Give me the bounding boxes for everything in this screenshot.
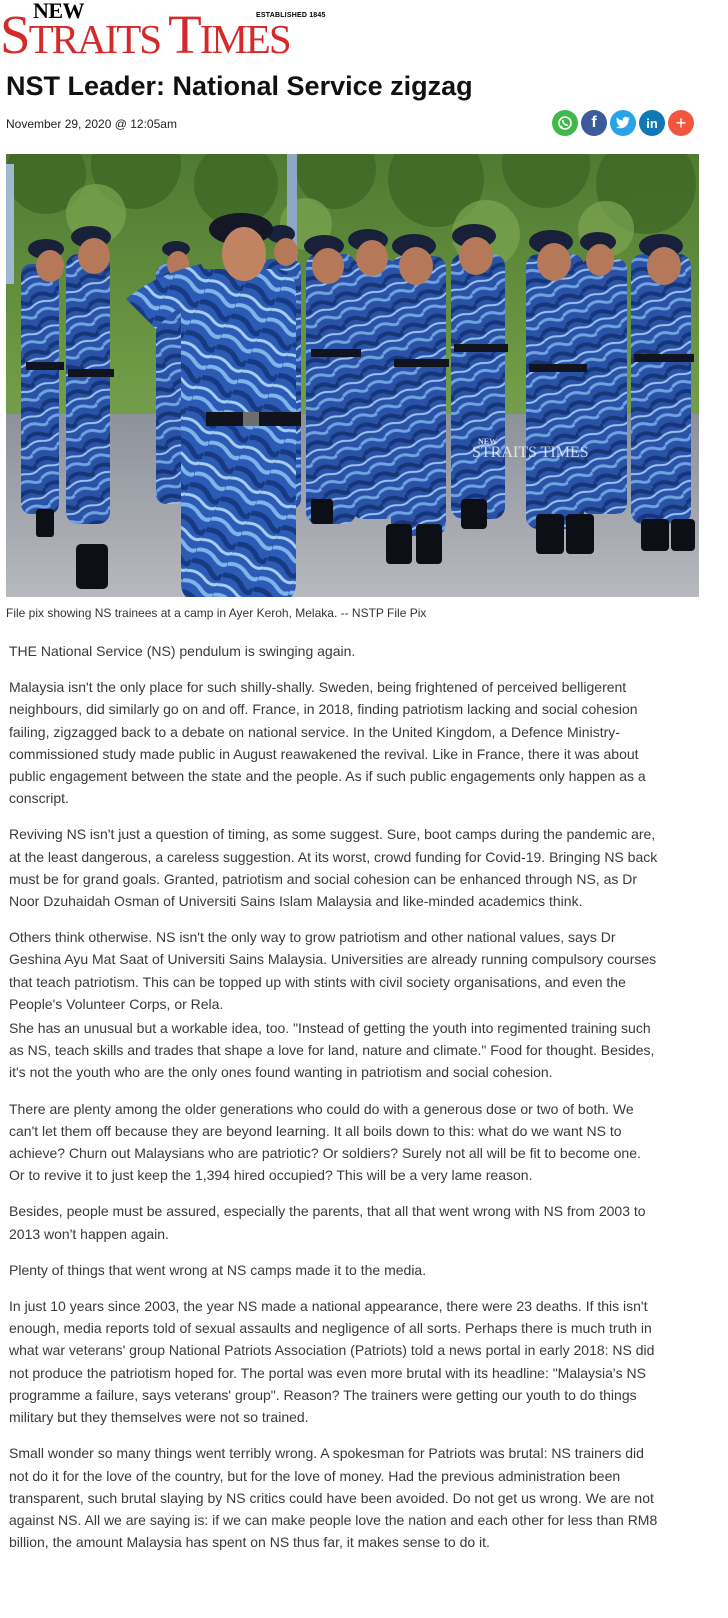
more-share-button[interactable] — [668, 110, 694, 136]
paragraph: Plenty of things that went wrong at NS camps made it to the media. — [9, 1261, 427, 1278]
paragraph: Small wonder so many things went terribly wrong. A spokesman for Patriots was brutal: NS trainers did not do it for the love of the country, but for the love of money. Had the previous administration been transparent, such brutal slaying by NS critics could have been avoided. Do not get us wrong. We are not against NS. All we are saying is: if we can make people love the nation and each other for less than RM8 billion, the amount Malaysia has spent on NS thus far, it makes sense to do it. — [9, 1445, 658, 1551]
svg-text:NEW: NEW — [478, 437, 498, 446]
article-body — [9, 640, 659, 1553]
paragraph: Reviving NS isn't just a question of timing, as some suggest. Sure, boot camps during the pandemic are, at the least dangerous, a careless suggestion. At its worst, crowd funding for Covid-19. Bringing NS back must be for grand goals. Granted, patriotism and social cohesion can be enhanced through NS, as Dr Noor Dzuhaidah Osman of Universiti Sains Islam Malaysia and like-minded academics think. — [9, 826, 658, 910]
paragraph: Malaysia isn't the only place for such shilly-shally. Sweden, being frightened of perceived belligerent neighbours, did similarly go on and off. France, in 2018, finding patriotism lacking and social cohesion failing, zigzagged back to a debate on national service. In the United Kingdom, a Defence Ministry-commissioned study made public in August reawakened the revival. Like in France, there it was about public engagement between the state and the people. As if such public engagements only happen as a conscript. — [9, 679, 646, 807]
share-bar — [552, 110, 694, 136]
linkedin-icon: in — [646, 115, 658, 131]
twitter-share-button[interactable] — [610, 110, 636, 136]
site-logo[interactable] — [0, 0, 360, 65]
logo-new-text: NEW — [33, 0, 85, 23]
facebook-share-button[interactable] — [581, 110, 607, 136]
plus-icon: + — [675, 112, 687, 133]
logo-wordmark: STRAITS TIMES — [0, 4, 290, 65]
svg-text:STRAITS TIMES: STRAITS TIMES — [472, 444, 589, 461]
paragraph: There are plenty among the older generations who could do with a generous dose or two of both. We can't let them off because they are beyond learning. It all boils down to this: what do we want NS to achieve? Churn out Malaysians who are patriotic? Or soldiers? Surely not all will be fit to become one. Or to revive it to just keep the 1,394 hired occupied? This will be a very lame reason. — [9, 1100, 641, 1184]
paragraph: In just 10 years since 2003, the year NS made a national appearance, there were 23 deaths. If this isn't enough, media reports told of sexual assaults and negligence of all sorts. Perhaps there is much truth in what war veterans' group National Patriots Association (Patriots) told a news portal in early 2018: NS did not produce the patriotism hoped for. The portal was even more brutal with its headline: "Malaysia's NS programme a failure, says veterans' group". Reason? The trainers were getting our youth to do things military but they themselves were not so trained. — [9, 1298, 655, 1426]
paragraph: Besides, people must be assured, especially the parents, that all that went wrong with NS from 2003 to 2013 won't happen again. — [9, 1203, 646, 1242]
paragraph: She has an unusual but a workable idea, too. "Instead of getting the youth into regimented training such as NS, teach skills and trades that shape a love for land, nature and climate." Food for thought. Besides, it's not the youth who are the only ones found wanting in patriotism and social cohesion. — [9, 1020, 655, 1081]
publish-date: November 29, 2020 @ 12:05am — [6, 117, 177, 131]
facebook-icon: f — [591, 114, 597, 131]
paragraph: Others think otherwise. NS isn't the only way to grow patriotism and other national values, says Dr Geshina Ayu Mat Saat of Universiti Sains Malaysia. Universities are already running compulsory courses that teach patriotism. This can be topped up with stints with civil society organisations, and even the People's Volunteer Corps, or Rela. — [9, 929, 657, 1012]
logo-established-text: ESTABLISHED 1845 — [256, 12, 326, 19]
whatsapp-icon — [557, 115, 573, 131]
article-photo — [6, 154, 699, 597]
photo-caption: File pix showing NS trainees at a camp in Ayer Keroh, Melaka. -- NSTP File Pix — [6, 606, 427, 620]
paragraph: THE National Service (NS) pendulum is swinging again. — [9, 643, 356, 659]
whatsapp-share-button[interactable] — [552, 110, 578, 136]
linkedin-share-button[interactable] — [639, 110, 665, 136]
twitter-icon — [615, 116, 631, 130]
article-title: NST Leader: National Service zigzag — [6, 71, 473, 101]
trainees-photo-illustration — [6, 154, 699, 597]
